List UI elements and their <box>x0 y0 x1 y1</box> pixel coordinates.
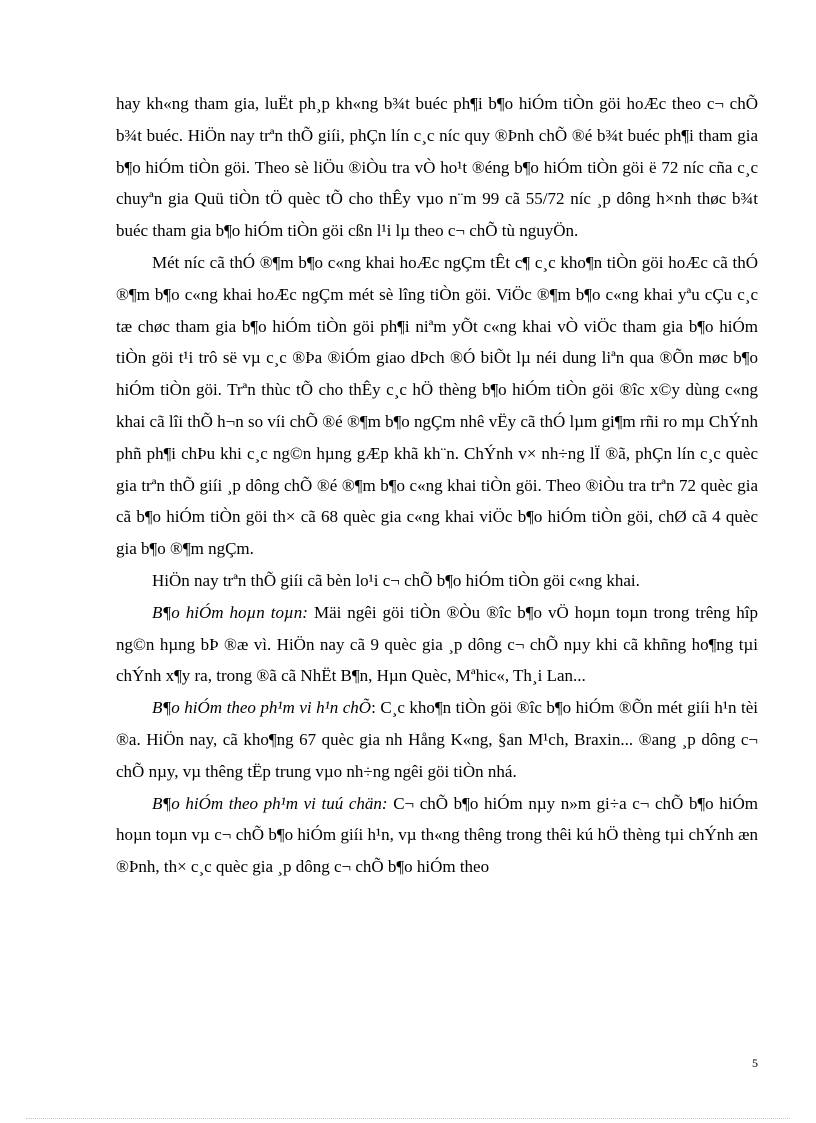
paragraph <box>116 565 758 597</box>
paragraph <box>116 788 758 883</box>
paragraph-lead-italic: B¶o hiÓm theo ph¹m vi tuú chän: <box>152 793 388 813</box>
page-bottom-divider <box>26 1118 790 1119</box>
paragraph-text: hay kh«ng tham gia, luËt ph¸p kh«ng b¾t buéc ph¶i b¶o hiÓm tiÒn göi hoÆc theo c¬ chÕ b¾t buéc. HiÖn nay trªn thÕ giíi, phÇn lín c¸c níc quy ®Þnh chÕ ®é b¾t buéc ph¶i tham gia b¶o hiÓm tiÒn göi. Theo sè liÖu ®iÒu tra vÒ ho¹t ®éng b¶o hiÓm tiÒn göi ë 72 níc cña c¸c chuyªn gia Quü tiÒn tÖ quèc tÕ cho thÊy vµo n¨m 99 cã 55/72 níc ¸p dông h×nh thøc b¾t buéc tham gia b¶o hiÓm tiÒn göi cßn l¹i lµ theo c¬ chÕ tù nguyÖn. <box>116 94 758 241</box>
body-text <box>116 88 758 883</box>
page-number: 5 <box>752 1056 758 1070</box>
paragraph <box>116 88 758 247</box>
paragraph-text: C¬ chÕ b¶o hiÓm nµy n»m gi÷a c¬ chÕ b¶o hiÓm hoµn toµn vµ c¬ chÕ b¶o hiÓm giíi h¹n, vµ th«ng thêng trong thêi kú hÖ thèng tµi chÝnh æn ®Þnh, th× c¸c quèc gia ¸p dông c¬ chÕ b¶o hiÓm theo <box>116 793 758 877</box>
paragraph <box>116 247 758 565</box>
paragraph <box>116 692 758 787</box>
paragraph-text: : C¸c kho¶n tiÒn göi ®îc b¶o hiÓm ®Õn mét giíi h¹n tèi ®a. HiÖn nay, cã kho¶ng 67 quèc gia nh Hång K«ng, §an M¹ch, Braxin... ®ang ¸p dông c¬ chÕ nµy, vµ thêng tËp trung vµo nh÷ng ngêi göi tiÒn nhá. <box>116 698 758 781</box>
paragraph-lead-italic: B¶o hiÓm hoµn toµn: <box>152 602 308 622</box>
paragraph-text: Mét níc cã thÓ ®¶m b¶o c«ng khai hoÆc ngÇm tÊt c¶ c¸c kho¶n tiÒn göi hoÆc cã thÓ ®¶m b¶o c«ng khai hoÆc ngÇm mét sè lîng tiÒn göi. ViÖc ®¶m b¶o c«ng khai yªu cÇu c¸c tæ chøc tham gia b¶o hiÓm tiÒn göi ph¶i niªm yÕt c«ng khai vÒ viÖc tham gia b¶o hiÓm tiÒn göi t¹i trô së vµ c¸c ®Þa ®iÓm giao dÞch ®Ó biÕt lµ néi dung liªn qua ®Õn møc b¶o hiÓm tiÒn göi. Trªn thùc tÕ cho thÊy c¸c hÖ thèng b¶o hiÓm tiÒn göi ®îc x©y dùng c«ng khai cã lîi thÕ h¬n so víi chÕ ®é ®¶m b¶o ngÇm nhê vËy cã thÓ lµm gi¶m rñi ro mµ ChÝnh phñ ph¶i chÞu khi c¸c ng©n hµng gÆp khã kh¨n. ChÝnh v× nh÷ng lÏ ®ã, phÇn lín c¸c quèc gia trªn thÕ giíi ¸p dông chÕ ®é ®¶m b¶o c«ng khai tiÒn göi. Theo ®iÒu tra trªn 72 quèc gia cã b¶o hiÓm tiÒn göi th× cã 68 quèc gia c«ng khai viÖc b¶o hiÓm tiÒn göi, chØ cã 4 quèc gia b¶o ®¶m ngÇm. <box>116 252 758 559</box>
paragraph-text: HiÖn nay trªn thÕ giíi cã bèn lo¹i c¬ chÕ b¶o hiÓm tiÒn göi c«ng khai. <box>152 570 640 590</box>
paragraph-text: Mäi ngêi göi tiÒn ®Òu ®îc b¶o vÖ hoµn toµn trong trêng hîp ng©n hµng bÞ ®æ vì. HiÖn nay cã 9 quèc gia ¸p dông c¬ chÕ nµy khi cã khñng ho¶ng tµi chÝnh x¶y ra, trong ®ã cã NhËt B¶n, Hµn Quèc, Mªhic«, Th¸i Lan... <box>116 602 758 686</box>
paragraph-lead-italic: B¶o hiÓm theo ph¹m vi h¹n chÕ <box>152 698 372 718</box>
paragraph <box>116 597 758 692</box>
